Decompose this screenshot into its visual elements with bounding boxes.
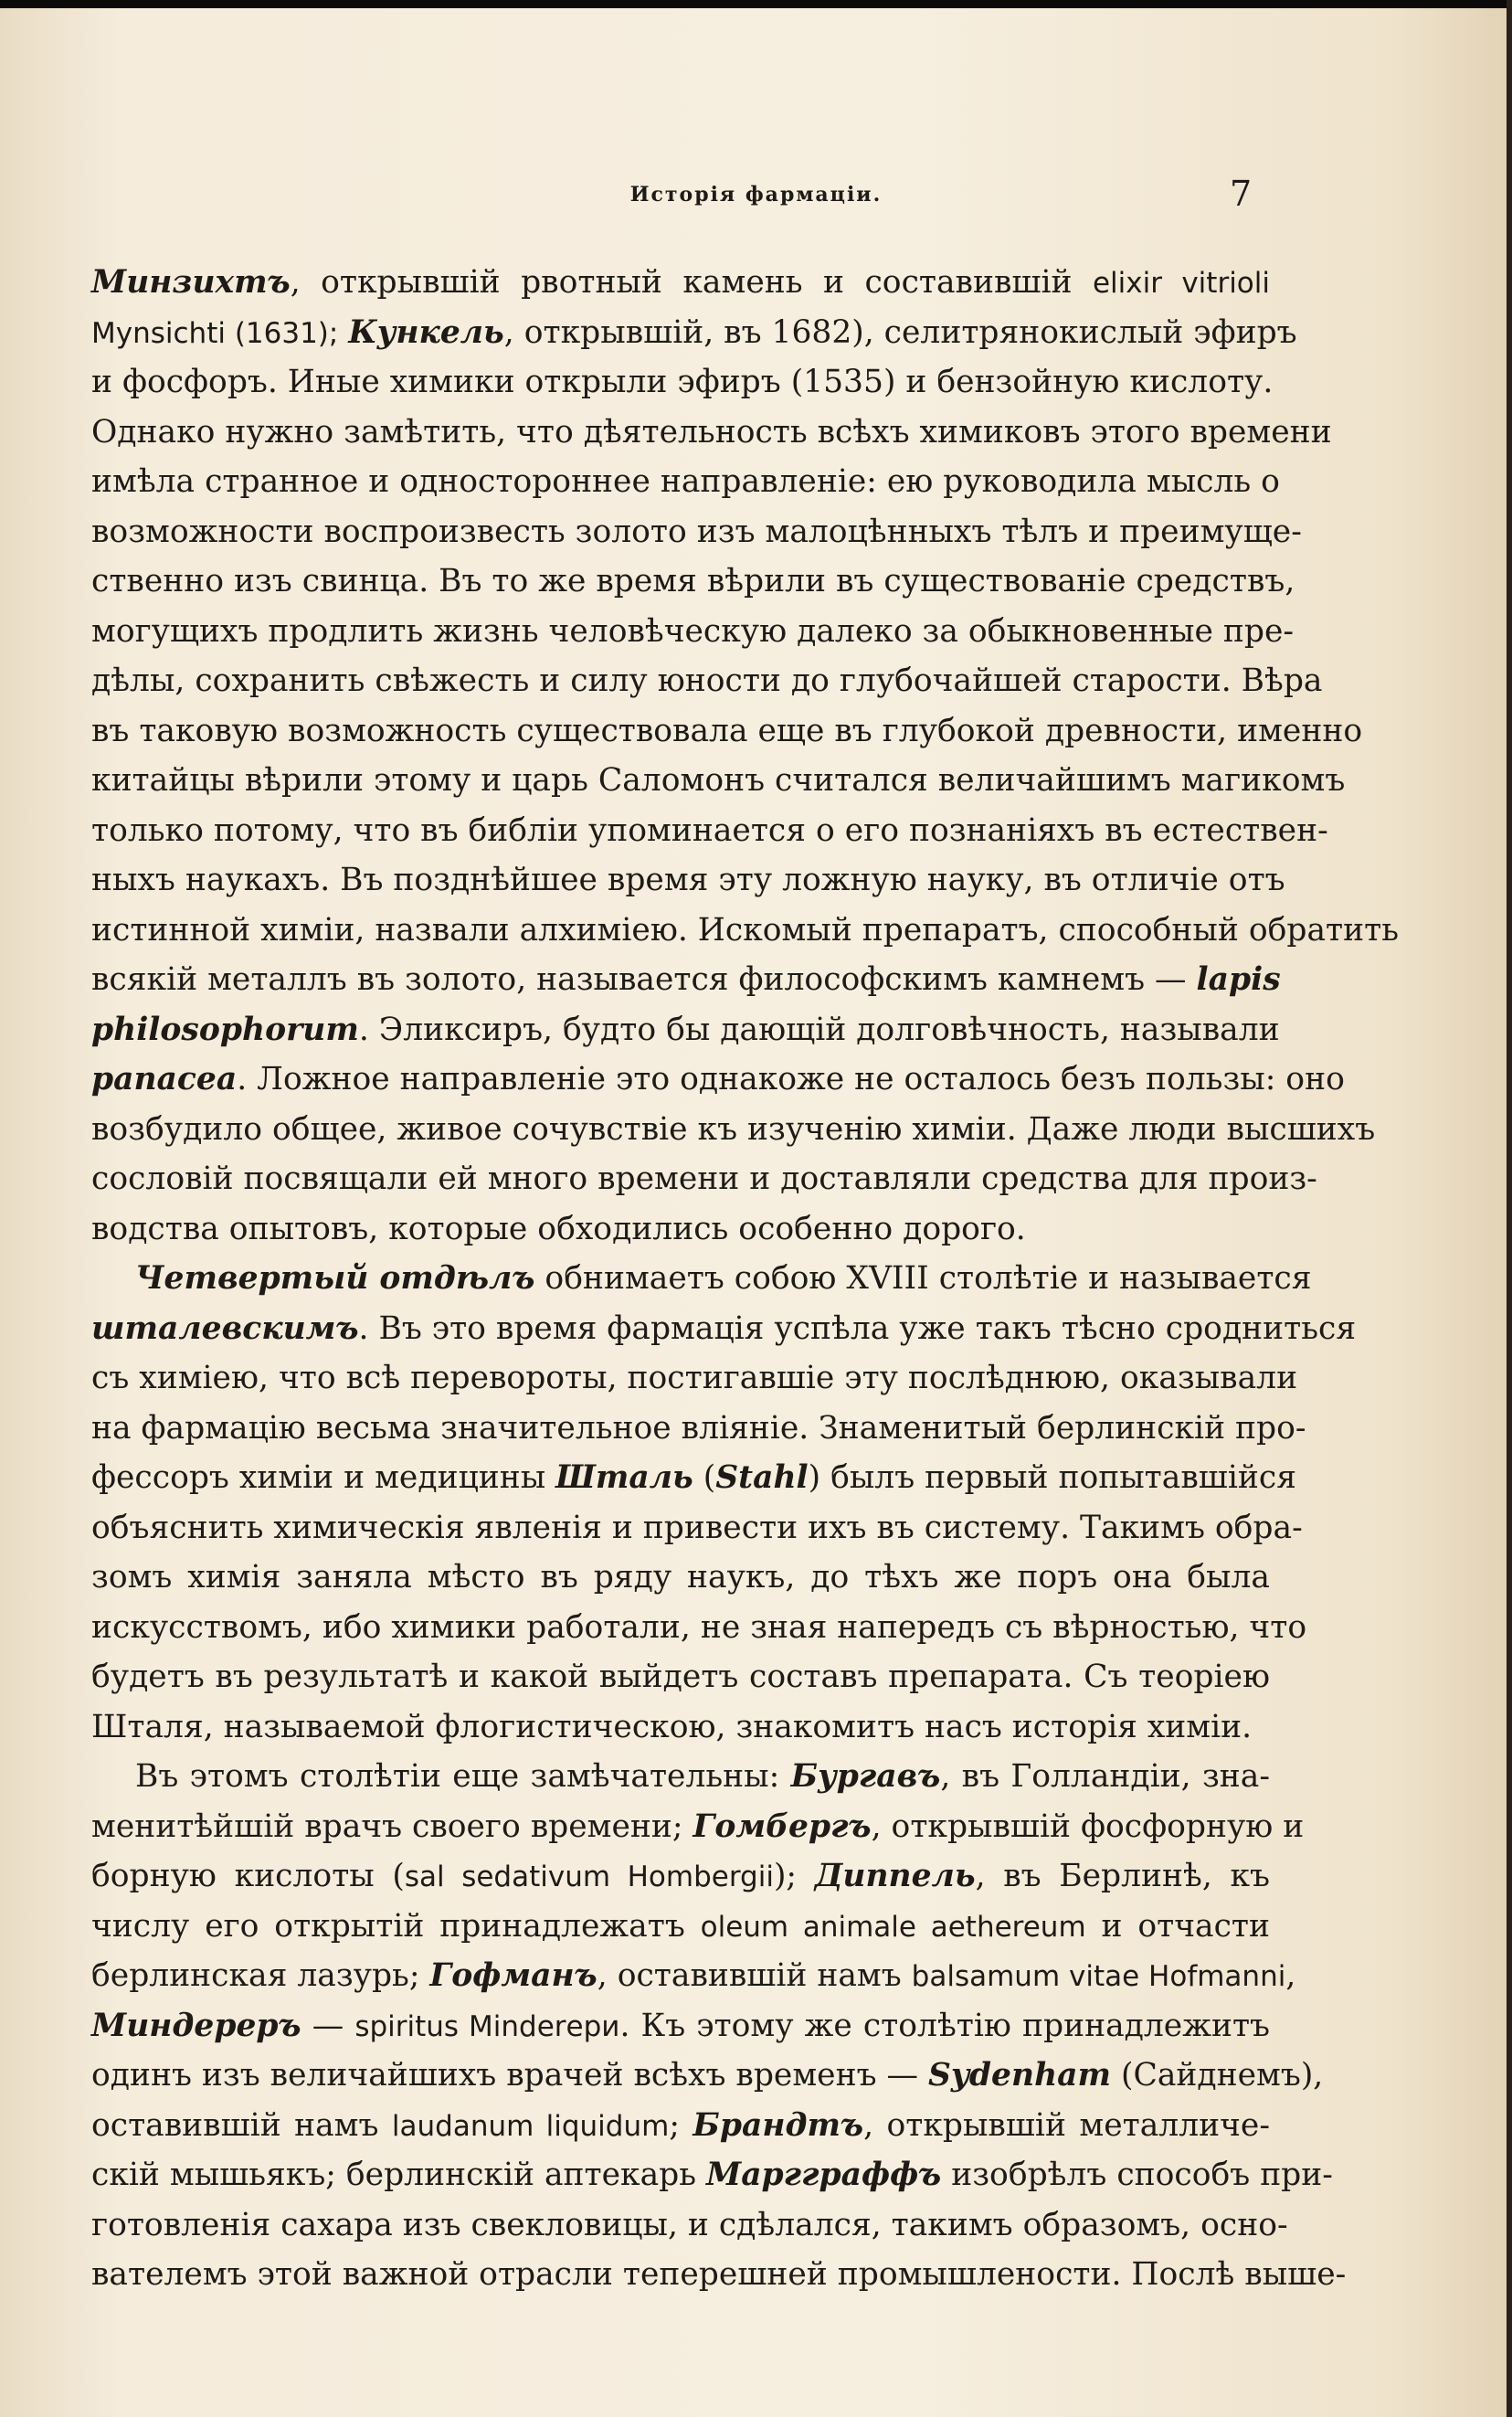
text-line (91, 2250, 1347, 2300)
text-line (91, 806, 1328, 856)
text-run: , (1285, 1957, 1296, 1994)
text-run: ); (773, 1858, 815, 1894)
text-run: Однако нужно замѣтить, что дѣятельность всѣхъ химиковъ этого времени (91, 413, 1332, 451)
text-run: сословій посвящали ей много времени и доставляли средства для произ- (91, 1161, 1317, 1197)
text-run: ) былъ первый попытавшійся (808, 1459, 1296, 1496)
text-run: — (301, 2007, 355, 2044)
text-line (91, 1353, 1298, 1404)
text-line (91, 457, 1280, 507)
text-run: искусствомъ, ибо химики работали, не зная напередъ съ вѣрностью, что (91, 1608, 1307, 1646)
text-run: , оставившій намъ (597, 1957, 912, 1994)
text-line (91, 1154, 1317, 1204)
emphasized-name: Бургавъ (790, 1758, 941, 1795)
text-line (91, 308, 1297, 358)
emphasized-name: Миндереръ (91, 2007, 301, 2044)
text-run: . Ложное направленіе это однакоже не осталось безъ пользы: оно (237, 1061, 1345, 1097)
text-line (91, 756, 1346, 806)
text-run: фессоръ химіи и медицины (91, 1459, 556, 1496)
text-run (338, 314, 348, 351)
text-run: , въ Голландіи, зна- (940, 1758, 1270, 1795)
text-run: числу его открытій принадлежатъ (91, 1907, 701, 1945)
text-run: . Эликсиръ, будто бы дающій долговѣчность, называли (358, 1011, 1280, 1048)
text-line (91, 1752, 1270, 1802)
text-line (91, 1404, 1306, 1454)
emphasized-name: шталевскимъ (91, 1309, 359, 1347)
text-line (91, 706, 1363, 757)
latin-term: oleum animale aethereum (700, 1910, 1086, 1944)
text-run: (Сайднемъ), (1111, 2057, 1324, 2094)
text-run: будетъ въ результатѣ и какой выйдетъ составъ препарата. Съ теоріею (91, 1659, 1270, 1695)
text-run: китайцы вѣрили этому и царь Саломонъ считался величайшимъ магикомъ (91, 762, 1346, 799)
text-run: и фосфоръ. Иные химики открыли эфиръ (1535) и бензойную кислоту. (91, 364, 1274, 400)
text-run: на фармацію весьма значительное вліяніе. Знаменитый берлинскій про- (91, 1409, 1306, 1447)
emphasized-name: panacea (91, 1061, 238, 1097)
text-run: объяснить химическія явленія и привести ихъ въ систему. Такимъ обра- (91, 1509, 1303, 1546)
emphasized-name: Sydenham (927, 2057, 1112, 2094)
text-line (91, 357, 1274, 408)
text-line (91, 1851, 1270, 1902)
text-line (91, 1553, 1270, 1603)
text-run: съ химіею, что всѣ перевороты, постигавшіе эту послѣднюю, оказывали (91, 1360, 1298, 1396)
text-run: , въ Берлинѣ, къ (975, 1858, 1270, 1894)
text-run: ныхъ наукахъ. Въ позднѣйшее время эту ложную науку, въ отличіе отъ (91, 862, 1285, 898)
text-line (91, 507, 1302, 557)
text-line (91, 1204, 1270, 1255)
emphasized-name: Гомбергъ (693, 1807, 872, 1845)
text-line (91, 1055, 1345, 1105)
text-line (91, 2200, 1288, 2251)
text-run: возможности воспроизвесть золото изъ малоцѣнныхъ тѣлъ и преимуще- (91, 513, 1302, 550)
emphasized-name: Маргграффъ (706, 2157, 942, 2193)
text-run: Въ этомъ столѣтіи еще замѣчательны: (135, 1758, 791, 1795)
emphasized-name: lapis (1196, 961, 1281, 998)
text-run: , открывшій, въ 1682), селитрянокислый эфиръ (503, 313, 1297, 351)
text-run: въ таковую возможность существовала еще въ глубокой древности, именно (91, 712, 1363, 749)
latin-term: balsamum vitae Hofmanni (911, 1960, 1286, 1993)
latin-term: Mynsichti (1631); (91, 316, 339, 350)
text-run: готовленія сахара изъ свекловицы, и сдѣлался, такимъ образомъ, осно- (91, 2206, 1288, 2243)
text-line (91, 1702, 1270, 1753)
text-line (91, 1304, 1357, 1354)
text-line (91, 1951, 1296, 2001)
page-number: 7 (1230, 174, 1253, 214)
text-line (91, 855, 1285, 906)
scan-right-edge (1507, 0, 1512, 2417)
text-line (91, 1453, 1296, 1503)
text-run: только потому, что въ библіи упоминается о его познаніяхъ въ естествен- (91, 811, 1328, 849)
text-line (91, 557, 1295, 607)
text-run: обнимаетъ собою XVIII столѣтіе и называется (534, 1260, 1312, 1297)
text-line (91, 2051, 1324, 2101)
latin-term: sal sedativum Hombergii (404, 1860, 774, 1893)
text-run: одинъ изъ величайшихъ врачей всѣхъ временъ — (91, 2057, 928, 2094)
text-run: водства опытовъ, которые обходились особенно дорого. (91, 1210, 1026, 1247)
latin-term: spiritus Minderери (354, 2009, 620, 2043)
text-line (91, 906, 1399, 956)
text-run: возбудило общее, живое сочувствіе къ изученію химіи. Даже люди высшихъ (91, 1110, 1376, 1148)
text-line (91, 1503, 1303, 1553)
text-line (91, 1603, 1307, 1653)
text-line (91, 1652, 1270, 1702)
text-run: дѣлы, сохранить свѣжесть и силу юности до глубочайшей старости. Вѣра (91, 663, 1323, 699)
text-run: Шталя, называемой флогистическою, знакомитъ насъ исторія химіи. (91, 1708, 1253, 1745)
text-line (91, 955, 1281, 1005)
emphasized-name: Stahl (715, 1459, 809, 1496)
text-run: борную кислоты ( (91, 1858, 405, 1894)
scan-top-edge (0, 0, 1512, 8)
text-run: берлинская лазурь; (91, 1957, 430, 1994)
text-run: оставившій намъ (91, 2106, 392, 2144)
text-run: , открывшій металличе- (863, 2106, 1270, 2144)
latin-term: elixir vitrioli (1092, 267, 1270, 300)
text-line (91, 2001, 1270, 2051)
text-run: истинной химіи, назвали алхиміею. Искомый препаратъ, способный обратить (91, 911, 1399, 949)
text-run: могущихъ продлить жизнь человѣческую далеко за обыкновенные пре- (91, 612, 1295, 650)
emphasized-name: philosophorum (91, 1011, 359, 1048)
emphasized-name: Гофманъ (429, 1957, 597, 1994)
text-run: зомъ химія заняла мѣсто въ ряду наукъ, до тѣхъ же поръ она была (91, 1559, 1270, 1595)
text-line (91, 2101, 1270, 2151)
text-run: менитѣйшій врачъ своего времени; (91, 1807, 693, 1845)
text-run: . Къ этому же столѣтію принадлежитъ (619, 2007, 1270, 2044)
text-run: скій мышьякъ; берлинскій аптекарь (91, 2157, 706, 2193)
latin-term: laudanum liquidum (391, 2109, 670, 2143)
text-run: всякій металлъ въ золото, называется философскимъ камнемъ — (91, 961, 1197, 998)
text-run: и отчасти (1085, 1907, 1270, 1945)
emphasized-name: Диппель (814, 1858, 976, 1894)
text-line (91, 1802, 1305, 1852)
text-line (91, 2150, 1333, 2200)
text-line (91, 1254, 1312, 1304)
text-line (91, 1105, 1376, 1155)
text-run: ( (693, 1459, 716, 1496)
emphasized-name: Четвертый отдѣлъ (135, 1260, 535, 1297)
text-run: изобрѣлъ способъ при- (941, 2157, 1333, 2193)
text-line (91, 258, 1270, 308)
text-run: . Въ это время фармація успѣла уже такъ тѣсно сродниться (358, 1309, 1357, 1347)
text-line (91, 1005, 1280, 1055)
emphasized-name: Брандтъ (693, 2106, 864, 2144)
text-run: , открывшій фосфорную и (871, 1807, 1305, 1845)
text-line (91, 656, 1323, 706)
text-run: вателемъ этой важной отрасли теперешней промышлености. Послѣ выше- (91, 2256, 1347, 2293)
text-line (91, 1902, 1270, 1952)
text-run: ственно изъ свинца. Въ то же время вѣрили въ существованіе средствъ, (91, 563, 1295, 599)
text-run: , открывшій рвотный камень и составившій (290, 264, 1093, 301)
text-run: имѣла странное и одностороннее направленіе: ею руководила мысль о (91, 463, 1280, 500)
text-line (91, 607, 1295, 657)
text-run: ; (669, 2106, 693, 2144)
emphasized-name: Шталь (555, 1459, 693, 1496)
emphasized-name: Минзихтъ (91, 264, 291, 301)
emphasized-name: Кункель (348, 313, 504, 351)
running-head: Исторія фармаціи. (629, 183, 883, 207)
body-text (91, 258, 1399, 2300)
text-line (91, 408, 1332, 458)
